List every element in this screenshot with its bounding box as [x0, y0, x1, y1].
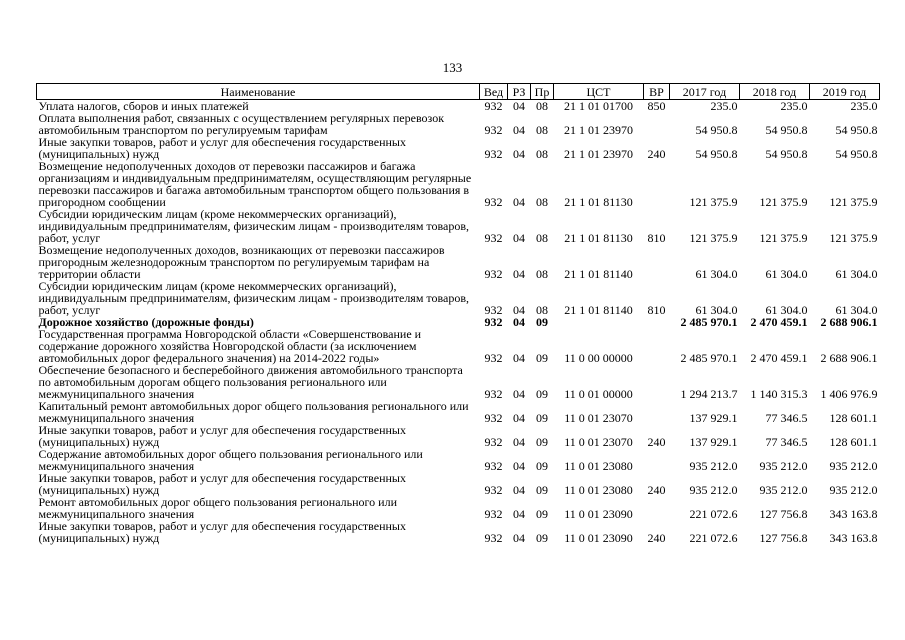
- table-row: [37, 244, 880, 280]
- row-rz: 04: [513, 507, 525, 521]
- row-value-2018: 61 304.0: [765, 267, 808, 281]
- row-ved: 932: [484, 315, 503, 329]
- row-pr: 09: [536, 507, 548, 521]
- table-row: [37, 112, 880, 136]
- row-ved: 932: [484, 99, 503, 113]
- row-cst: 21 1 01 81130: [564, 231, 633, 245]
- table-row: [37, 496, 880, 520]
- row-value-2019: 61 304.0: [835, 303, 878, 317]
- row-value-2019: 128 601.1: [829, 411, 878, 425]
- row-value-2017: 935 212.0: [689, 483, 738, 497]
- row-pr: 08: [536, 303, 548, 317]
- row-ved: 932: [484, 267, 503, 281]
- table-body: [37, 100, 880, 545]
- row-value-2017: 221 072.6: [689, 531, 738, 545]
- row-value-2018: 2 470 459.1: [750, 351, 808, 365]
- table-row: [37, 280, 880, 316]
- row-ved: 932: [484, 531, 503, 545]
- row-vr: [644, 112, 670, 136]
- row-name: Иные закупки товаров, работ и услуг для обеспечения государственных (муниципальных) нужд: [38, 423, 406, 449]
- col-header-cst: ЦСТ: [554, 84, 644, 100]
- row-value-2017: 221 072.6: [689, 507, 738, 521]
- row-value-2018: 127 756.8: [759, 531, 808, 545]
- row-value-2019: 1 406 976.9: [820, 387, 878, 401]
- row-rz: 04: [513, 231, 525, 245]
- row-pr: 09: [536, 459, 548, 473]
- row-value-2018: 127 756.8: [759, 507, 808, 521]
- row-ved: 932: [484, 231, 503, 245]
- row-value-2019: 343 163.8: [829, 531, 878, 545]
- row-rz: 04: [513, 459, 525, 473]
- row-value-2018: 61 304.0: [765, 303, 808, 317]
- row-cst: 11 0 01 23090: [564, 507, 633, 521]
- row-name: Государственная программа Новгородской области «Совершенствование и содержание дорожного хозяйства Новгородской области (за исключением автомобильных дорог федерального значения) на 2014-2022 годы»: [38, 327, 422, 365]
- row-name: Возмещение недополученных доходов от перевозки пассажиров и багажа организациям и индивидуальным предпринимателям, осуществляющим регулярные перевозки пассажиров и багажа автомобильным транспортом общего пользования в пригородном сообщении: [38, 159, 472, 209]
- row-pr: 08: [536, 123, 548, 137]
- row-vr: [644, 496, 670, 520]
- row-value-2018: 54 950.8: [765, 147, 808, 161]
- col-header-pr: Пр: [531, 84, 554, 100]
- row-value-2017: 935 212.0: [689, 459, 738, 473]
- col-header-2017: 2017 год: [670, 84, 740, 100]
- row-pr: 09: [536, 351, 548, 365]
- row-ved: 932: [484, 507, 503, 521]
- row-value-2017: 54 950.8: [695, 123, 738, 137]
- table-row: [37, 520, 880, 544]
- row-rz: 04: [513, 99, 525, 113]
- row-name: Содержание автомобильных дорог общего пользования регионального или межмуниципального значения: [38, 447, 423, 473]
- table-row: [37, 136, 880, 160]
- row-value-2017: 2 485 970.1: [680, 315, 738, 329]
- row-rz: 04: [513, 387, 525, 401]
- row-ved: 932: [484, 147, 503, 161]
- row-value-2017: 54 950.8: [695, 147, 738, 161]
- row-value-2019: 2 688 906.1: [820, 351, 878, 365]
- row-value-2018: 235.0: [780, 99, 808, 113]
- row-cst: 11 0 01 23090: [564, 531, 633, 545]
- row-rz: 04: [513, 531, 525, 545]
- row-cst: 21 1 01 81140: [564, 267, 633, 281]
- row-value-2018: 77 346.5: [765, 411, 808, 425]
- row-value-2019: 121 375.9: [829, 195, 878, 209]
- row-value-2019: 343 163.8: [829, 507, 878, 521]
- row-cst: 11 0 01 23080: [564, 459, 633, 473]
- row-value-2019: 935 212.0: [829, 483, 878, 497]
- row-value-2018: 2 470 459.1: [750, 315, 808, 329]
- col-header-2018: 2018 год: [740, 84, 810, 100]
- row-ved: 932: [484, 303, 503, 317]
- row-value-2018: 121 375.9: [759, 231, 808, 245]
- row-value-2017: 1 294 213.7: [680, 387, 738, 401]
- row-rz: 04: [513, 435, 525, 449]
- row-name: Иные закупки товаров, работ и услуг для обеспечения государственных (муниципальных) нужд: [38, 519, 406, 545]
- row-pr: 09: [536, 411, 548, 425]
- row-vr: [644, 316, 670, 328]
- row-value-2018: 1 140 315.3: [750, 387, 808, 401]
- row-vr: [644, 160, 670, 208]
- row-rz: 04: [513, 315, 525, 329]
- row-vr: [644, 244, 670, 280]
- row-cst: 21 1 01 23970: [564, 123, 633, 137]
- row-rz: 04: [513, 303, 525, 317]
- row-vr: 240: [647, 147, 666, 161]
- row-ved: 932: [484, 483, 503, 497]
- row-ved: 932: [484, 435, 503, 449]
- row-value-2017: 235.0: [710, 99, 738, 113]
- row-pr: 08: [536, 99, 548, 113]
- row-rz: 04: [513, 123, 525, 137]
- row-vr: 240: [647, 531, 666, 545]
- row-pr: 08: [536, 147, 548, 161]
- row-rz: 04: [513, 195, 525, 209]
- row-value-2019: 54 950.8: [835, 147, 878, 161]
- row-rz: 04: [513, 351, 525, 365]
- row-ved: 932: [484, 123, 503, 137]
- row-pr: 08: [536, 231, 548, 245]
- row-value-2019: 61 304.0: [835, 267, 878, 281]
- row-cst: [554, 316, 644, 328]
- row-name: Возмещение недополученных доходов, возникающих от перевозки пассажиров пригородным железнодорожным транспортом по регулируемым тарифам на территории области: [38, 243, 445, 281]
- row-name: Субсидии юридическим лицам (кроме некоммерческих организаций), индивидуальным предпринимателям, физическим лицам - производителям товаров, работ, услуг: [38, 207, 470, 245]
- row-value-2017: 61 304.0: [695, 303, 738, 317]
- row-cst: 21 1 01 23970: [564, 147, 633, 161]
- budget-table: [36, 83, 880, 544]
- table-row: [37, 424, 880, 448]
- row-value-2019: 2 688 906.1: [820, 315, 878, 329]
- row-name: Обеспечение безопасного и бесперебойного движения автомобильного транспорта по автомобильным дорогам общего пользования регионального или межмуниципального значения: [38, 363, 463, 401]
- row-rz: 04: [513, 483, 525, 497]
- row-cst: 21 1 01 81130: [564, 195, 633, 209]
- row-name: Субсидии юридическим лицам (кроме некоммерческих организаций), индивидуальным предпринимателям, физическим лицам - производителям товаров, работ, услуг: [38, 279, 470, 317]
- row-pr: 09: [536, 387, 548, 401]
- row-cst: 21 1 01 81140: [564, 303, 633, 317]
- row-cst: 11 0 01 23070: [564, 411, 633, 425]
- col-header-rz: РЗ: [508, 84, 531, 100]
- row-vr: 240: [647, 435, 666, 449]
- row-pr: 08: [536, 267, 548, 281]
- row-value-2017: 137 929.1: [689, 411, 738, 425]
- row-pr: 09: [536, 315, 548, 329]
- row-vr: 810: [647, 231, 666, 245]
- table-row: [37, 208, 880, 244]
- row-name: Ремонт автомобильных дорог общего пользования регионального или межмуниципального значения: [38, 495, 397, 521]
- table-row: [37, 472, 880, 496]
- row-value-2017: 61 304.0: [695, 267, 738, 281]
- row-vr: 240: [647, 483, 666, 497]
- row-pr: 09: [536, 531, 548, 545]
- row-ved: 932: [484, 411, 503, 425]
- row-value-2019: 235.0: [850, 99, 878, 113]
- row-vr: [644, 328, 670, 364]
- row-cst: 11 0 01 23080: [564, 483, 633, 497]
- table-row: [37, 364, 880, 400]
- row-vr: [644, 448, 670, 472]
- row-pr: 09: [536, 483, 548, 497]
- row-value-2017: 121 375.9: [689, 231, 738, 245]
- row-pr: 08: [536, 195, 548, 209]
- row-value-2018: 121 375.9: [759, 195, 808, 209]
- row-name: Капитальный ремонт автомобильных дорог общего пользования регионального или межмуниципального значения: [38, 399, 469, 425]
- row-rz: 04: [513, 267, 525, 281]
- row-vr: 810: [647, 303, 666, 317]
- row-vr: [644, 400, 670, 424]
- row-name: Уплата налогов, сборов и иных платежей: [38, 99, 249, 113]
- row-value-2017: 137 929.1: [689, 435, 738, 449]
- table-row: [37, 400, 880, 424]
- row-ved: 932: [484, 459, 503, 473]
- row-value-2019: 54 950.8: [835, 123, 878, 137]
- row-value-2019: 935 212.0: [829, 459, 878, 473]
- col-header-vr: ВР: [644, 84, 670, 100]
- row-rz: 04: [513, 411, 525, 425]
- row-vr: [644, 364, 670, 400]
- row-ved: 932: [484, 195, 503, 209]
- row-name: Иные закупки товаров, работ и услуг для обеспечения государственных (муниципальных) нужд: [38, 471, 406, 497]
- row-value-2017: 2 485 970.1: [680, 351, 738, 365]
- row-name: Дорожное хозяйство (дорожные фонды): [38, 315, 254, 329]
- table-row: [37, 448, 880, 472]
- row-pr: 09: [536, 435, 548, 449]
- col-header-2019: 2019 год: [810, 84, 880, 100]
- page-number: 133: [442, 60, 463, 75]
- row-ved: 932: [484, 351, 503, 365]
- row-value-2018: 77 346.5: [765, 435, 808, 449]
- row-value-2019: 128 601.1: [829, 435, 878, 449]
- row-value-2019: 121 375.9: [829, 231, 878, 245]
- row-name: Иные закупки товаров, работ и услуг для обеспечения государственных (муниципальных) нужд: [38, 135, 406, 161]
- table-header-row: [37, 84, 880, 100]
- row-cst: 11 0 01 23070: [564, 435, 633, 449]
- table-row: [37, 160, 880, 208]
- row-rz: 04: [513, 147, 525, 161]
- table-row: [37, 328, 880, 364]
- row-cst: 11 0 00 00000: [564, 351, 633, 365]
- row-value-2018: 935 212.0: [759, 483, 808, 497]
- row-vr: 850: [647, 99, 666, 113]
- row-value-2017: 121 375.9: [689, 195, 738, 209]
- row-ved: 932: [484, 387, 503, 401]
- row-name: Оплата выполнения работ, связанных с осуществлением регулярных перевозок автомобильным транспортом по регулируемым тарифам: [38, 111, 445, 137]
- row-value-2018: 935 212.0: [759, 459, 808, 473]
- row-cst: 21 1 01 01700: [564, 99, 633, 113]
- col-header-ved: Вед: [480, 84, 508, 100]
- row-value-2018: 54 950.8: [765, 123, 808, 137]
- row-cst: 11 0 01 00000: [564, 387, 633, 401]
- col-header-name: Наименование: [37, 84, 480, 100]
